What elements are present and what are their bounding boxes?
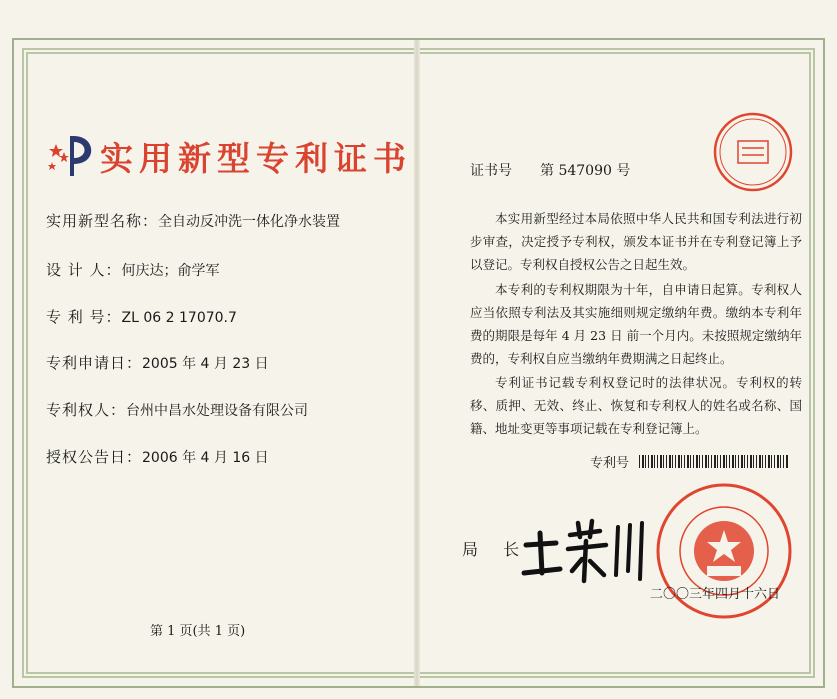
patent-code-row: [590, 452, 789, 471]
field-value: 台州中昌水处理设备有限公司: [126, 403, 309, 419]
field-label: 实用新型名称：: [46, 212, 159, 230]
patent-office-logo-icon: [48, 130, 100, 182]
field-value: 2006 年 4 月 16 日: [142, 450, 269, 466]
field-label: 专利申请日：: [46, 354, 143, 372]
field-patentee: [46, 399, 308, 420]
page-footer: 第 1 页(共 1 页): [150, 624, 246, 639]
certificate-title: 实用新型专利证书: [100, 139, 412, 178]
field-value: ZL 06 2 17070.7: [121, 310, 237, 326]
field-label: 设 计 人：: [46, 261, 122, 279]
paragraph-grant: 本实用新型经过本局依照中华人民共和国专利法进行初步审查，决定授予专利权，颁发本证书并在专利登记簿上予以登记。专利权自授权公告之日起生效。: [470, 211, 802, 272]
field-designer: [46, 259, 220, 280]
field-utility-model-name: [46, 210, 340, 231]
center-fold: [414, 40, 420, 686]
cert-no-value: 第 547090 号: [540, 163, 631, 179]
field-label: 授权公告日：: [46, 448, 143, 466]
field-value: 全自动反冲洗一体化净水装置: [158, 214, 341, 230]
field-patent-number: [46, 306, 237, 327]
certificate-number: [470, 160, 630, 180]
paragraph-term: 本专利的专利权期限为十年，自申请日起算。专利权人应当依照专利法及其实施细则规定缴纳年费。缴纳本专利年费的期限是每年 4 月 23 日 前一个月内。未按照规定缴纳年费的，专利权自应当缴纳年费期满之日起终止。: [470, 282, 802, 366]
director-label: 局 长: [462, 540, 530, 559]
cert-no-label: 证书号: [470, 163, 512, 179]
issue-date: 二〇〇三年四月十六日: [650, 587, 781, 602]
stamp-seal-icon: [712, 111, 794, 193]
paragraph-legal-status: 专利证书记载专利权登记时的法律状况。专利权的转移、质押、无效、终止、恢复和专利权人的姓名或名称、国籍、地址变更等事项记载在专利登记簿上。: [470, 375, 802, 436]
field-label: 专利权人：: [46, 401, 127, 419]
director-signature: [520, 515, 650, 585]
field-value: 2005 年 4 月 23 日: [142, 356, 269, 372]
barcode-icon: [639, 455, 789, 468]
field-label: 专 利 号：: [46, 308, 122, 326]
patent-code-label: 专利号: [590, 456, 630, 471]
field-value: 何庆达；俞学军: [121, 263, 220, 279]
field-grant-date: [46, 446, 269, 467]
field-application-date: [46, 352, 269, 373]
